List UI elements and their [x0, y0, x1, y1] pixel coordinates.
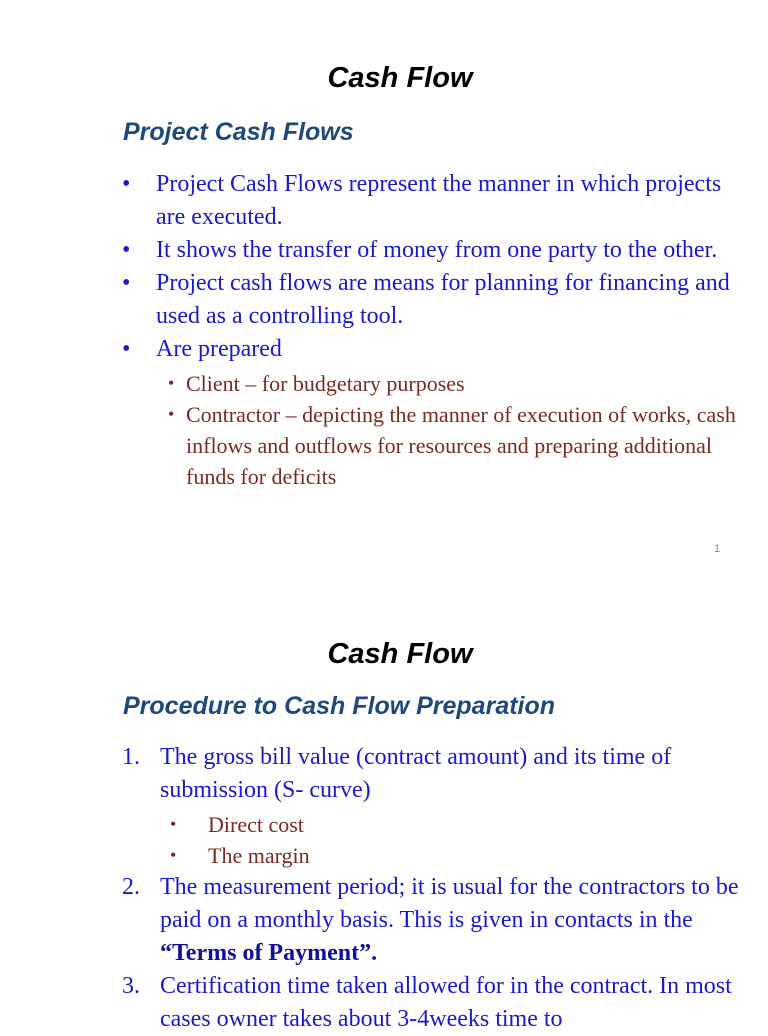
slide2-sub-bullet-item [160, 809, 752, 840]
slide2-item-text: The measurement period; it is usual for the contractors to be paid on a monthly basis. This is given in contacts in the [160, 874, 739, 933]
slide1-bullet-text: Project cash flows are means for planning for financing and used as a controlling tool. [156, 270, 730, 329]
bullet-icon: • [122, 171, 131, 197]
slide2-numbered-item [122, 741, 752, 871]
slide2-title: Cash Flow [327, 638, 473, 670]
bullet-icon: • [122, 270, 131, 296]
slide1-bullet-item [122, 234, 752, 267]
sub-bullet-icon: • [170, 814, 177, 834]
slide2-sub-bullet-list [160, 809, 752, 871]
slide1-bullet-item [122, 333, 752, 492]
slide2-sub-bullet-text: Direct cost [208, 812, 304, 837]
slide2-item-text: The gross bill value (contract amount) and its time of submission (S- curve) [160, 744, 672, 803]
bullet-icon: • [122, 336, 131, 362]
slide1-sub-bullet-text: Contractor – depicting the manner of execution of works, cash inflows and outflows for resources and preparing additional funds for deficits [186, 402, 736, 489]
slide1-sub-bullet-item [156, 399, 752, 492]
slide2-subtitle: Procedure to Cash Flow Preparation [123, 692, 556, 720]
slide1-bullet-item [122, 267, 752, 333]
slide2-numbered-item [122, 970, 752, 1036]
slide2-sub-bullet-item [160, 840, 752, 871]
slide1-sub-bullet-text: Client – for budgetary purposes [186, 371, 465, 396]
item-number: 1. [122, 744, 140, 770]
slide1-bullet-text: Are prepared [156, 336, 282, 362]
sub-bullet-icon: • [168, 404, 175, 424]
slide1-sub-bullet-list [156, 368, 752, 492]
slide1-bullet-item [122, 168, 752, 234]
sub-bullet-icon: • [168, 373, 175, 393]
slide2-sub-bullet-text: The margin [208, 843, 310, 868]
sub-bullet-icon: • [170, 845, 177, 865]
slide1-title: Cash Flow [327, 62, 473, 94]
bullet-icon: • [122, 237, 131, 263]
terms-of-payment-emphasis: “Terms of Payment”. [160, 940, 378, 966]
slide1-bullet-text: Project Cash Flows represent the manner in which projects are executed. [156, 171, 722, 230]
slide1-subtitle: Project Cash Flows [123, 118, 354, 146]
item-number: 2. [122, 874, 140, 900]
slide1-bullet-text: It shows the transfer of money from one party to the other. [156, 237, 718, 263]
slide-number: 1 [714, 543, 721, 555]
slide1-sub-bullet-item [156, 368, 752, 399]
slide2-item-text: Certification time taken allowed for in the contract. In most cases owner takes about 3-4weeks time to [160, 973, 732, 1032]
slide1-bullet-list [122, 168, 752, 492]
item-number: 3. [122, 973, 140, 999]
slide2-numbered-list [122, 741, 752, 1036]
slide2-numbered-item [122, 871, 752, 970]
